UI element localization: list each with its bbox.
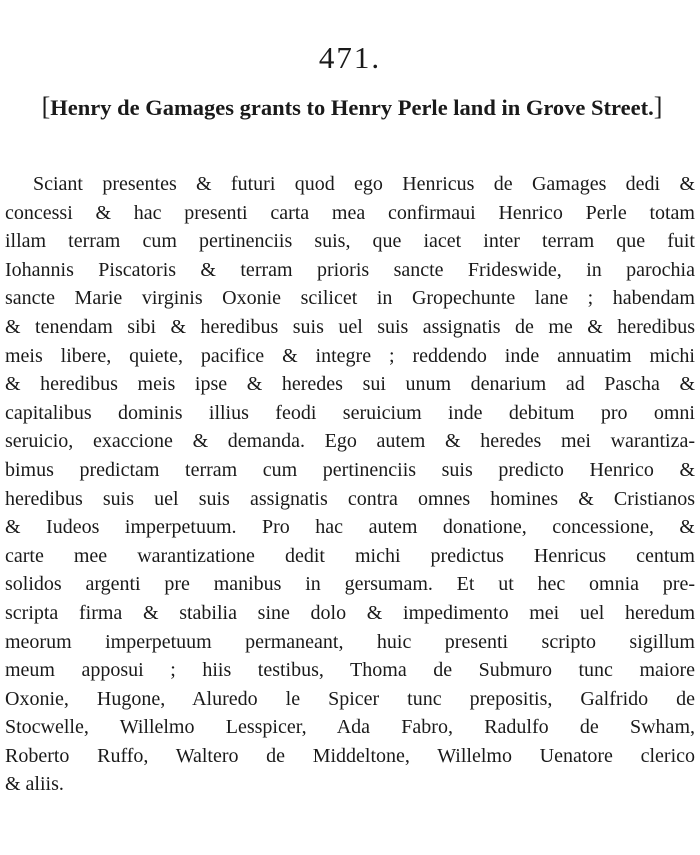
charter-number: 471. <box>318 40 382 75</box>
body-line: scripta firma & stabilia sine dolo & impedimento mei uel heredum <box>5 601 695 624</box>
body-line: & aliis. <box>5 773 64 796</box>
body-line: & tenendam sibi & heredibus suis uel suis assignatis de me & heredibus <box>5 315 695 338</box>
body-line: heredibus suis uel suis assignatis contra omnes homines & Cristianos <box>5 487 695 510</box>
title-open-bracket: [ <box>41 92 51 121</box>
body-line: Stocwelle, Willelmo Lesspicer, Ada Fabro, Radulfo de Swham, <box>5 716 695 739</box>
body-line: concessi & hac presenti carta mea confirmaui Henrico Perle totam <box>5 201 695 224</box>
body-line: Sciant presentes & futuri quod ego Henricus de Gamages dedi & <box>33 173 695 195</box>
body-line: meum apposui ; hiis testibus, Thoma de Submuro tunc maiore <box>5 659 695 682</box>
body-line: Roberto Ruffo, Waltero de Middeltone, Willelmo Uenatore clerico <box>5 744 695 767</box>
body-line: illam terram cum pertinenciis suis, que iacet inter terram que fuit <box>5 230 695 253</box>
body-line: Iohannis Piscatoris & terram prioris sancte Frideswide, in parochia <box>5 258 695 281</box>
body-line: meis libere, quiete, pacifice & integre ; reddendo inde annuatim michi <box>5 344 695 367</box>
body-line: capitalibus dominis illius feodi seruicium inde debitum pro omni <box>5 401 695 424</box>
body-line: Oxonie, Hugone, Aluredo le Spicer tunc prepositis, Galfrido de <box>5 687 695 710</box>
body-line: carte mee warantizatione dedit michi predictus Henricus centum <box>5 544 695 567</box>
body-line: bimus predictam terram cum pertinenciis suis predicto Henrico & <box>5 458 695 481</box>
charter-title <box>14 92 690 123</box>
body-line: & Iudeos imperpetuum. Pro hac autem donatione, concessione, & <box>5 516 695 539</box>
body-line: sancte Marie virginis Oxonie scilicet in Gropechunte lane ; habendam <box>5 287 695 310</box>
title-text: Henry de Gamages grants to Henry Perle land in Grove Street. <box>50 95 654 120</box>
title-close-bracket: ] <box>653 92 663 121</box>
body-line: & heredibus meis ipse & heredes sui unum denarium ad Pascha & <box>5 373 695 396</box>
charter-body <box>5 170 695 799</box>
body-line: seruicio, exaccione & demanda. Ego autem & heredes mei warantiza- <box>5 430 695 453</box>
body-line: solidos argenti pre manibus in gersumam. Et ut hec omnia pre- <box>5 573 695 596</box>
body-line: meorum imperpetuum permaneant, huic presenti scripto sigillum <box>5 630 695 653</box>
